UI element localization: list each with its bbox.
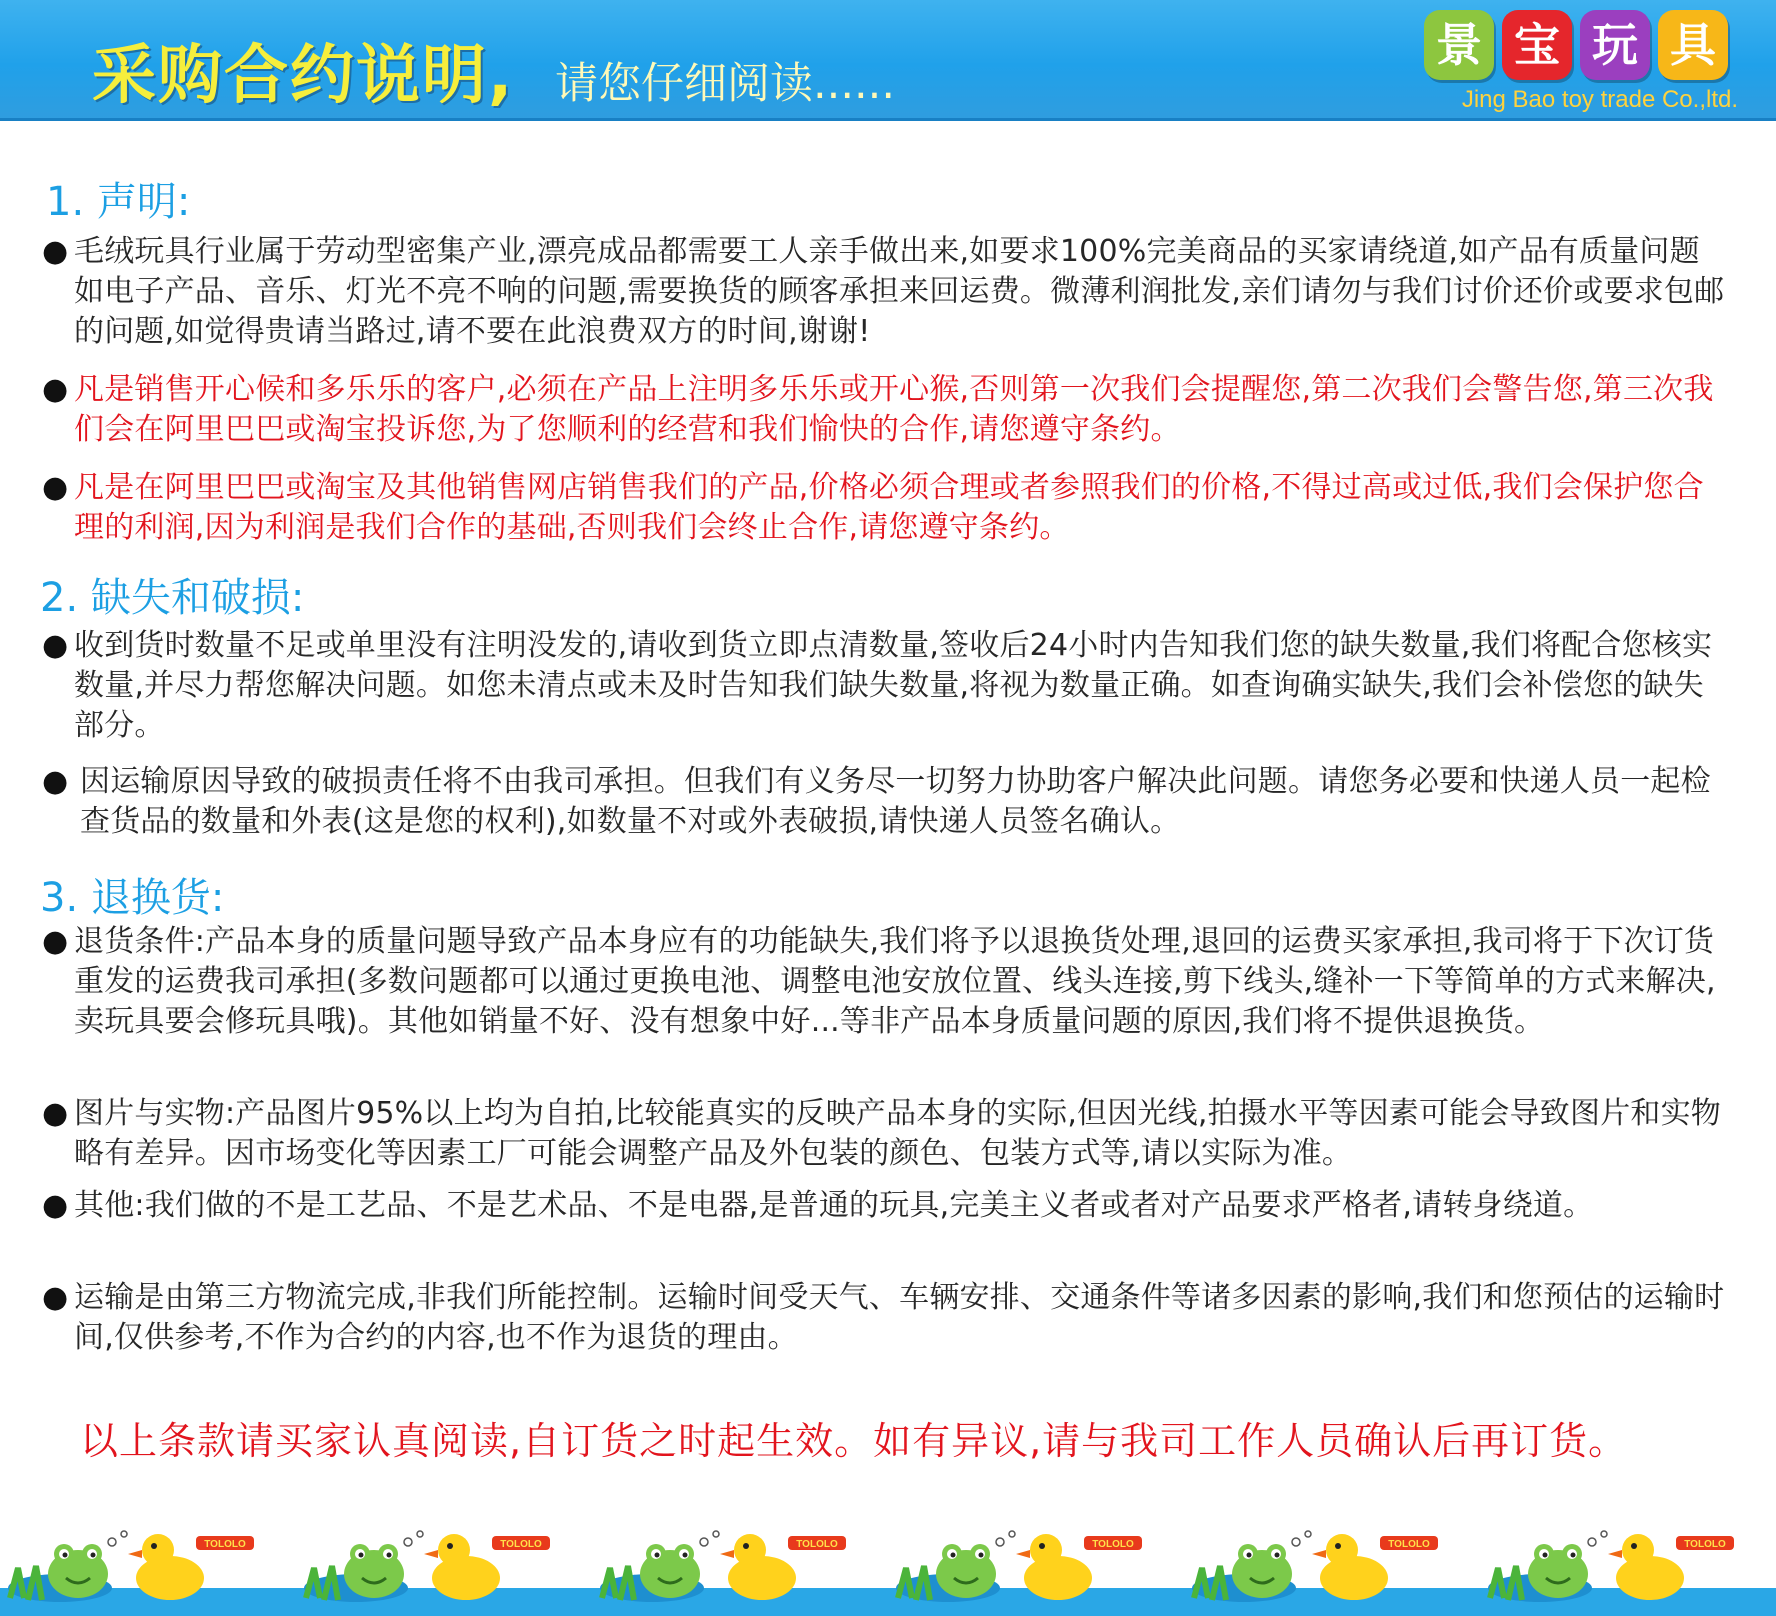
bullet-dot-icon: ● xyxy=(42,1188,69,1223)
terms-item xyxy=(42,762,1730,842)
bullet-dot-icon: ● xyxy=(42,764,69,799)
terms-item-text: 凡是销售开心候和多乐乐的客户,必须在产品上注明多乐乐或开心猴,否则第一次我们会提醒您,第二次我们会警告您,第三次我们会在阿里巴巴或淘宝投诉您,为了您顺利的经营和我们愉快的合作,请您遵守条约。 xyxy=(74,372,1714,447)
duck-icon xyxy=(1320,1556,1388,1600)
decorative-border xyxy=(0,1508,1776,1616)
terms-item xyxy=(42,626,1726,746)
brand-logo xyxy=(1418,10,1738,114)
bullet-dot-icon: ● xyxy=(42,372,69,407)
duck-icon xyxy=(432,1556,500,1600)
tololo-badge-label: TOLOLO xyxy=(204,1539,246,1550)
bullet-dot-icon: ● xyxy=(42,924,69,959)
tololo-badge-label: TOLOLO xyxy=(1684,1539,1726,1550)
logo-char-2: 宝 xyxy=(1502,10,1572,80)
terms-item xyxy=(42,922,1726,1042)
terms-item-text: 凡是在阿里巴巴或淘宝及其他销售网店销售我们的产品,价格必须合理或者参照我们的价格,不得过高或过低,我们会保护您合理的利润,因为利润是我们合作的基础,否则我们会终止合作,请您遵守条约。 xyxy=(74,470,1704,545)
bullet-dot-icon: ● xyxy=(42,1096,69,1131)
terms-item-text: 退货条件:产品本身的质量问题导致产品本身应有的功能缺失,我们将予以退换货处理,退回的运费买家承担,我司将于下次订货重发的运费我司承担(多数问题都可以通过更换电池、调整电池安放位置、线头连接,剪下线头,缝补一下等简单的方式来解决,卖玩具要会修玩具哦)。其他如销量不好、没有想象中好...等非产品本身质量问题的原因,我们将不提供退换货。 xyxy=(74,924,1716,1039)
bullet-dot-icon: ● xyxy=(42,628,69,663)
duck-icon xyxy=(136,1556,204,1600)
terms-item-text: 图片与实物:产品图片95%以上均为自拍,比较能真实的反映产品本身的实际,但因光线,拍摄水平等因素可能会导致图片和实物略有差异。因市场变化等因素工厂可能会调整产品及外包装的颜色、包装方式等,请以实际为准。 xyxy=(74,1096,1721,1171)
terms-item-text: 其他:我们做的不是工艺品、不是艺术品、不是电器,是普通的玩具,完美主义者或者对产品要求严格者,请转身绕道。 xyxy=(74,1188,1594,1223)
tololo-badge-label: TOLOLO xyxy=(1092,1539,1134,1550)
header-banner xyxy=(0,0,1776,121)
logo-char-3: 玩 xyxy=(1580,10,1650,80)
tololo-badge-label: TOLOLO xyxy=(1388,1539,1430,1550)
terms-item xyxy=(42,1278,1726,1358)
bullet-dot-icon: ● xyxy=(42,234,69,269)
bullet-dot-icon: ● xyxy=(42,470,69,505)
terms-item-text: 因运输原因导致的破损责任将不由我司承担。但我们有义务尽一切努力协助客户解决此问题。请您务必要和快递人员一起检查货品的数量和外表(这是您的权利),如数量不对或外表破损,请快递人员签名确认。 xyxy=(80,764,1711,839)
duck-icon xyxy=(728,1556,796,1600)
terms-item-text: 收到货时数量不足或单里没有注明没发的,请收到货立即点清数量,签收后24小时内告知我们您的缺失数量,我们将配合您核实数量,并尽力帮您解决问题。如您未清点或未及时告知我们缺失数量,将视为数量正确。如查询确实缺失,我们会补偿您的缺失部分。 xyxy=(74,628,1713,743)
tololo-badge-label: TOLOLO xyxy=(796,1539,838,1550)
section-title-statement: 1. 声明: xyxy=(46,179,191,225)
footer-notice: 以上条款请买家认真阅读,自订货之时起生效。如有异议,请与我司工作人员确认后再订货。 xyxy=(80,1419,1628,1463)
tololo-badge-label: TOLOLO xyxy=(500,1539,542,1550)
duck-icon xyxy=(1024,1556,1092,1600)
terms-item-text: 运输是由第三方物流完成,非我们所能控制。运输时间受天气、车辆安排、交通条件等诸多因素的影响,我们和您预估的运输时间,仅供参考,不作为合约的内容,也不作为退货的理由。 xyxy=(74,1280,1725,1355)
duck-icon xyxy=(1616,1556,1684,1600)
terms-item xyxy=(42,1094,1726,1174)
terms-item-text: 毛绒玩具行业属于劳动型密集产业,漂亮成品都需要工人亲手做出来,如要求100%完美商品的买家请绕道,如产品有质量问题如电子产品、音乐、灯光不亮不响的问题,需要换货的顾客承担来回运费。微薄利润批发,亲们请勿与我们讨价还价或要求包邮的问题,如觉得贵请当路过,请不要在此浪费双方的时间,谢谢! xyxy=(74,234,1725,349)
logo-company-name: Jing Bao toy trade Co.,ltd. xyxy=(1461,86,1738,113)
section-title-missing-damage: 2. 缺失和破损: xyxy=(40,575,305,621)
bullet-dot-icon: ● xyxy=(42,1280,69,1315)
terms-item xyxy=(42,1186,1726,1226)
terms-item xyxy=(42,232,1726,352)
page-subtitle: 请您仔细阅读...... xyxy=(555,59,896,109)
section-title-returns: 3. 退换货: xyxy=(40,875,225,921)
logo-char-4: 具 xyxy=(1658,10,1728,80)
page-title: 采购合约说明, xyxy=(92,39,515,113)
terms-item xyxy=(42,370,1726,450)
terms-item xyxy=(42,468,1726,548)
logo-char-1: 景 xyxy=(1424,10,1494,80)
